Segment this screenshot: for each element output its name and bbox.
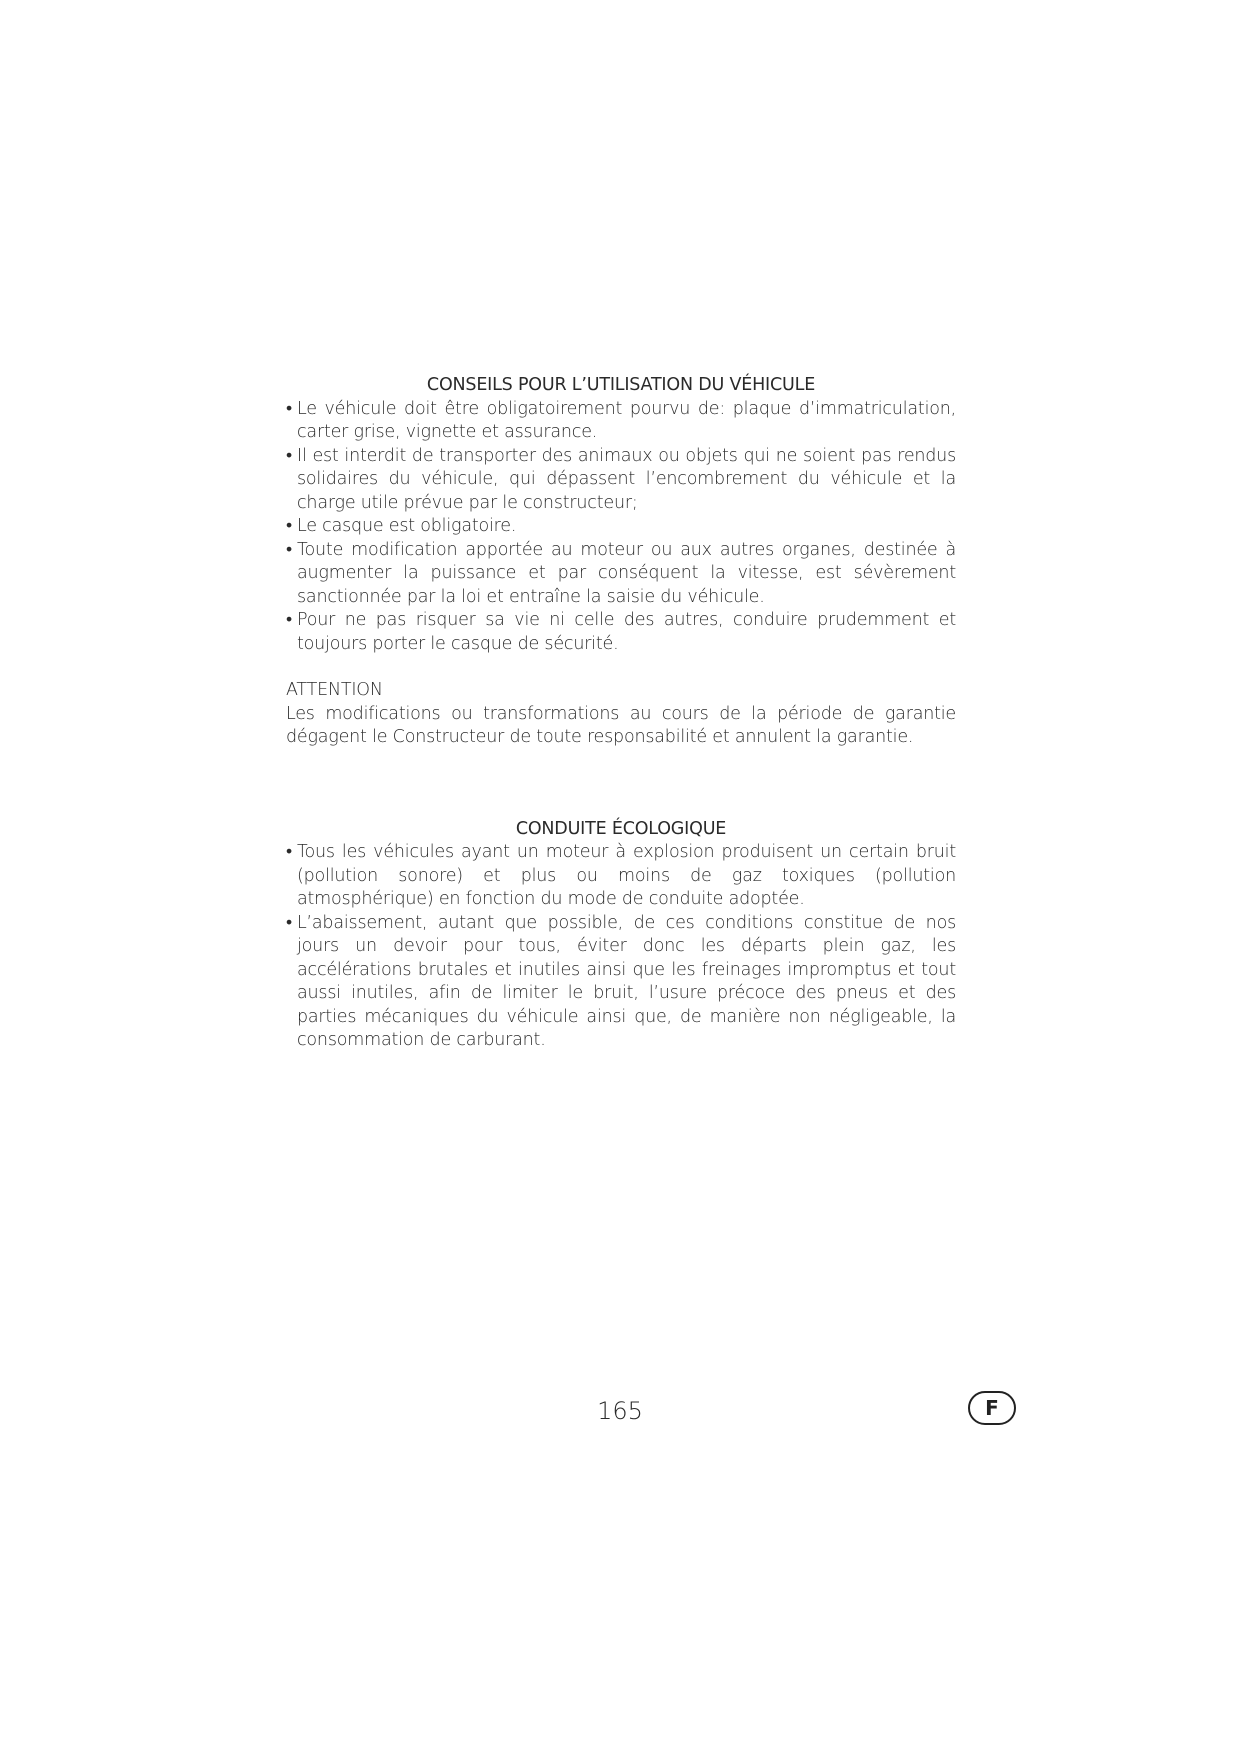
language-badge: F xyxy=(968,1391,1016,1425)
bullet-list-eco-driving xyxy=(286,841,956,1053)
section-vehicle-usage xyxy=(286,374,956,656)
list-item: • Le casque est obligatoire. xyxy=(286,515,956,539)
page-number: 165 xyxy=(597,1397,643,1425)
bullet-list-vehicle-usage xyxy=(286,398,956,657)
list-item: • L’abaissement, autant que possible, de ces conditions constitue de nos jours un devoir pour tous, éviter donc les départs plein gaz, les accélérations brutales et inutiles ainsi que les freinages impromptus et tout aussi inutiles, afin de limiter le bruit, l’usure précoce des pneus et des parties mécaniques du véhicule ainsi que, de manière non négligeable, la consommation de carburant. xyxy=(286,912,956,1053)
list-item: • Le véhicule doit être obligatoirement pourvu de: plaque d’immatriculation, carter grise, vignette et assurance. xyxy=(286,398,956,445)
list-item: • Il est interdit de transporter des animaux ou objets qui ne soient pas rendus solidaires du véhicule, qui dépassent l’encombrement du véhicule et la charge utile prévue par le constructeur; xyxy=(286,445,956,516)
section-title-vehicle-usage: CONSEILS POUR L’UTILISATION DU VÉHICULE xyxy=(426,375,816,395)
section-title-eco-driving: CONDUITE ÉCOLOGIQUE xyxy=(515,818,727,839)
attention-title: ATTENTION xyxy=(286,680,383,700)
attention-text: Les modifications ou transformations au cours de la période de garantie dégagent le Constructeur de toute responsabilité et annulent la garantie. xyxy=(286,703,956,747)
list-item: • Tous les véhicules ayant un moteur à explosion produisent un certain bruit (pollution sonore) et plus ou moins de gaz toxiques (pollution atmosphérique) en fonction du mode de conduite adoptée. xyxy=(286,841,956,912)
section-eco-driving xyxy=(286,818,956,1053)
list-item: • Toute modification apportée au moteur ou aux autres organes, destinée à augmenter la puissance et par conséquent la vitesse, est sévèrement sanctionnée par la loi et entraîne la saisie du véhicule. xyxy=(286,539,956,610)
list-item: • Pour ne pas risquer sa vie ni celle des autres, conduire prudemment et toujours porter le casque de sécurité. xyxy=(286,609,956,656)
page-content xyxy=(286,374,956,1053)
attention-block xyxy=(286,679,956,750)
